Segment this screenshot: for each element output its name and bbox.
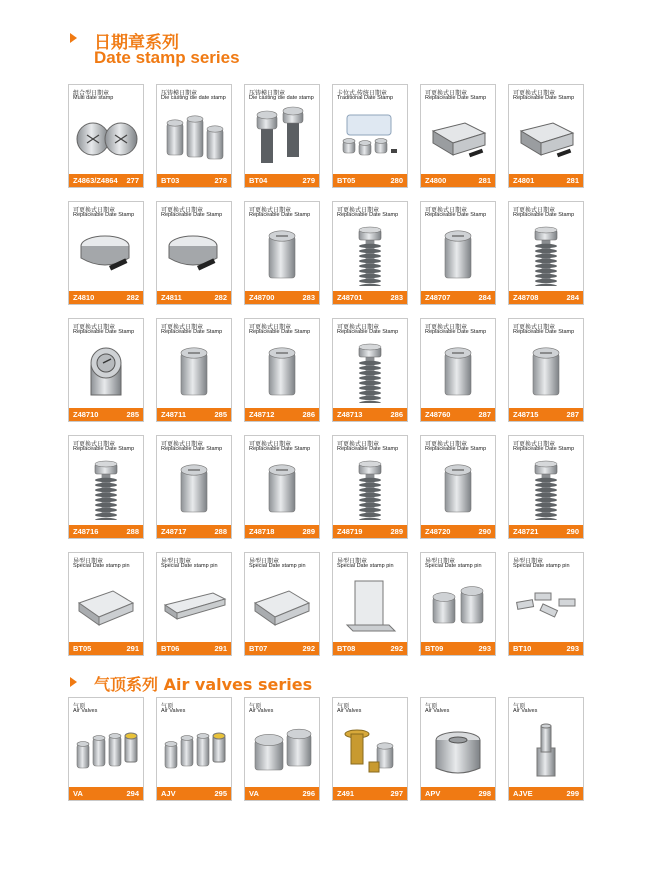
cylinder-icon [425, 222, 491, 286]
product-name-en: Replaceable Date Stamp [513, 212, 575, 218]
product-code: Z491 [337, 789, 355, 798]
product-code: Z48719 [337, 527, 363, 536]
product-name-en: Special Date stamp pin [161, 563, 218, 569]
product-name-zh: 可更换式日期章 [513, 441, 556, 448]
air-valves-title: 气顶系列 Air valves series [94, 675, 313, 694]
page-number: 293 [478, 644, 491, 653]
product-name-zh: 可更换式日期章 [337, 207, 380, 214]
product-code: Z48716 [73, 527, 99, 536]
product-name-en: Replaceable Date Stamp [425, 446, 487, 452]
product-code: Z48760 [425, 410, 451, 419]
page-number: 285 [214, 410, 227, 419]
brass-valve-icon [337, 718, 403, 782]
page-number: 290 [566, 527, 579, 536]
product-code-bar [421, 174, 495, 187]
product-name-en: Special Date stamp pin [249, 563, 306, 569]
product-card[interactable] [332, 201, 408, 305]
product-name-zh: 异型日期章 [73, 558, 104, 565]
pin-pair-icon [249, 105, 315, 169]
product-name-zh: 压铸模日期章 [161, 90, 198, 97]
spring-pin-icon [73, 456, 139, 520]
product-code: Z48700 [249, 293, 275, 302]
product-name-en: Replaceable Date Stamp [425, 95, 487, 101]
product-name-zh: 可更换式日期章 [249, 207, 292, 214]
product-code-bar [69, 642, 143, 655]
product-name-en: Replaceable Date Stamp [249, 329, 311, 335]
product-name-en: Special Date stamp pin [513, 563, 570, 569]
product-name-en: Multi date stamp [73, 95, 114, 101]
page-number: 288 [214, 527, 227, 536]
product-card[interactable] [420, 435, 496, 539]
product-name-en: Replaceable Date Stamp [425, 329, 487, 335]
product-code: Z4801 [513, 176, 535, 185]
page-number: 299 [566, 789, 579, 798]
product-name-en: Air Valves [249, 708, 274, 714]
product-code-bar [509, 174, 583, 187]
page-number: 282 [126, 293, 139, 302]
product-name-en: Replaceable Date Stamp [161, 446, 223, 452]
boxed-set-icon [337, 105, 403, 169]
product-card[interactable] [420, 318, 496, 422]
product-name-en: Special Date stamp pin [425, 563, 482, 569]
product-name-en: Replaceable Date Stamp [73, 212, 135, 218]
product-card[interactable] [68, 318, 144, 422]
bar-icon [161, 573, 227, 637]
product-code-bar [333, 408, 407, 421]
product-card[interactable] [156, 84, 232, 188]
product-code: BT08 [337, 644, 356, 653]
product-name-zh: 可更换式日期章 [73, 207, 116, 214]
product-name-en: Traditional Date Stamp [337, 95, 394, 101]
product-code-bar [333, 291, 407, 304]
product-code: Z48708 [513, 293, 539, 302]
product-code-bar [245, 408, 319, 421]
product-card[interactable] [508, 201, 584, 305]
product-code: AJV [161, 789, 176, 798]
product-code-bar [245, 525, 319, 538]
product-name-zh: 可更换式日期章 [161, 324, 204, 331]
product-code: Z48715 [513, 410, 539, 419]
page-number: 288 [126, 527, 139, 536]
page-number: 289 [390, 527, 403, 536]
valve-group-icon [161, 718, 227, 782]
product-card[interactable] [332, 697, 408, 801]
product-code-bar [421, 408, 495, 421]
product-code: APV [425, 789, 441, 798]
product-name-en: Replaceable Date Stamp [425, 212, 487, 218]
cylinder-icon [425, 339, 491, 403]
product-code: Z4811 [161, 293, 182, 302]
product-code-bar [333, 174, 407, 187]
product-code: Z48707 [425, 293, 451, 302]
product-name-zh: 可更换式日期章 [425, 324, 468, 331]
product-name-en: Replaceable Date Stamp [513, 95, 575, 101]
product-code-bar [333, 642, 407, 655]
product-card[interactable] [244, 318, 320, 422]
product-card[interactable] [332, 84, 408, 188]
product-name-en: Air Valves [161, 708, 186, 714]
valve-group-icon [73, 718, 139, 782]
cylinder-icon [513, 339, 579, 403]
product-code: VA [249, 789, 259, 798]
product-name-zh: 异型日期章 [249, 558, 280, 565]
pin-pair-short-icon [425, 573, 491, 637]
product-name-zh: 可更换式日期章 [73, 441, 116, 448]
page-number: 281 [566, 176, 579, 185]
page-number: 279 [302, 176, 315, 185]
page-number: 284 [566, 293, 579, 302]
product-code-bar [157, 408, 231, 421]
product-name-zh: 气顶 [73, 703, 86, 710]
product-code-bar [509, 642, 583, 655]
product-code-bar [245, 642, 319, 655]
page-number: 290 [478, 527, 491, 536]
product-name-zh: 可更换式日期章 [425, 207, 468, 214]
product-code-bar [421, 291, 495, 304]
product-code: Z48713 [337, 410, 363, 419]
product-name-en: Replaceable Date Stamp [249, 212, 311, 218]
page-number: 277 [126, 176, 139, 185]
page-number: 295 [214, 789, 227, 798]
page-number: 286 [390, 410, 403, 419]
page-number: 287 [478, 410, 491, 419]
spring-pin-icon [513, 222, 579, 286]
product-name-zh: 可更换式日期章 [249, 324, 292, 331]
product-name-zh: 可更换式日期章 [73, 324, 116, 331]
product-card[interactable] [332, 435, 408, 539]
product-code: AJVE [513, 789, 533, 798]
product-name-en: Replaceable Date Stamp [337, 212, 399, 218]
page-number: 292 [302, 644, 315, 653]
product-name-zh: 异型日期章 [337, 558, 368, 565]
product-code: BT07 [249, 644, 268, 653]
cylinder-icon [249, 222, 315, 286]
product-name-en: Replaceable Date Stamp [73, 329, 135, 335]
product-code-bar [69, 408, 143, 421]
product-code-bar [509, 525, 583, 538]
holder-block-icon [513, 105, 579, 169]
product-code: VA [73, 789, 83, 798]
product-code: Z4800 [425, 176, 447, 185]
product-name-en: Replaceable Date Stamp [337, 446, 399, 452]
product-name-zh: 组合型日期章 [73, 90, 110, 97]
product-name-zh: 可更换式日期章 [337, 441, 380, 448]
product-code: BT10 [513, 644, 532, 653]
holder-block-icon [425, 105, 491, 169]
product-code-bar [421, 642, 495, 655]
product-card[interactable] [156, 435, 232, 539]
cylinder-trio-icon [161, 105, 227, 169]
date-series-title-zh: 日期章系列 [94, 33, 179, 53]
product-code: BT05 [73, 644, 92, 653]
product-card[interactable] [244, 84, 320, 188]
block-icon [73, 573, 139, 637]
product-code-bar [157, 174, 231, 187]
product-name-en: Special Date stamp pin [337, 563, 394, 569]
page-number: 292 [390, 644, 403, 653]
product-name-zh: 气顶 [161, 703, 174, 710]
product-code: Z48720 [425, 527, 451, 536]
product-code-bar [509, 408, 583, 421]
product-name-en: Replaceable Date Stamp [337, 329, 399, 335]
plate-icon [337, 573, 403, 637]
product-card[interactable] [156, 201, 232, 305]
triangle-arrow-icon [70, 33, 77, 43]
product-name-zh: 异型日期章 [161, 558, 192, 565]
page-number: 293 [566, 644, 579, 653]
product-name-zh: 可更换式日期章 [337, 324, 380, 331]
product-name-zh: 气顶 [425, 703, 438, 710]
product-code: Z48712 [249, 410, 275, 419]
product-card[interactable] [332, 552, 408, 656]
small-bars-icon [513, 573, 579, 637]
product-name-zh: 气顶 [513, 703, 526, 710]
product-code: Z48721 [513, 527, 539, 536]
large-valve-icon [425, 718, 491, 782]
product-card[interactable] [420, 552, 496, 656]
page-number: 294 [126, 789, 139, 798]
round-holder-icon [73, 222, 139, 286]
product-name-zh: 气顶 [337, 703, 350, 710]
product-card[interactable] [156, 318, 232, 422]
product-name-en: Replaceable Date Stamp [249, 446, 311, 452]
product-card[interactable] [420, 697, 496, 801]
product-card[interactable] [156, 552, 232, 656]
product-name-zh: 可更换式日期章 [513, 207, 556, 214]
product-name-en: Die casting die date stamp [249, 95, 314, 101]
page-number: 283 [390, 293, 403, 302]
product-name-zh: 压铸模日期章 [249, 90, 286, 97]
product-name-en: Air Valves [337, 708, 362, 714]
product-code: BT09 [425, 644, 444, 653]
product-card[interactable] [508, 552, 584, 656]
page-number: 280 [390, 176, 403, 185]
product-name-zh: 气顶 [249, 703, 262, 710]
product-code-bar [333, 787, 407, 800]
product-code-bar [69, 787, 143, 800]
product-code-bar [69, 525, 143, 538]
date-series-title-en: Date stamp series [94, 48, 240, 67]
page-number: 297 [390, 789, 403, 798]
product-code-bar [509, 787, 583, 800]
product-code: BT05 [337, 176, 356, 185]
product-name-zh: 可更换式日期章 [161, 207, 204, 214]
product-card[interactable] [68, 435, 144, 539]
product-code-bar [157, 525, 231, 538]
page-number: 281 [478, 176, 491, 185]
dual-dial-icon [73, 105, 139, 169]
product-card[interactable] [508, 84, 584, 188]
product-code: Z48701 [337, 293, 363, 302]
product-name-en: Air Valves [73, 708, 98, 714]
product-code-bar [421, 787, 495, 800]
product-name-en: Special Date stamp pin [73, 563, 130, 569]
product-code-bar [157, 291, 231, 304]
triangle-arrow-icon [70, 677, 77, 687]
product-name-zh: 可更换式日期章 [425, 90, 468, 97]
product-name-en: Replaceable Date Stamp [161, 329, 223, 335]
product-card[interactable] [332, 318, 408, 422]
product-code: Z4810 [73, 293, 95, 302]
product-card[interactable] [420, 84, 496, 188]
product-name-zh: 可更换式日期章 [513, 324, 556, 331]
product-name-en: Replaceable Date Stamp [513, 446, 575, 452]
page-number: 298 [478, 789, 491, 798]
product-card[interactable] [508, 318, 584, 422]
page-number: 282 [214, 293, 227, 302]
product-name-zh: 异型日期章 [425, 558, 456, 565]
dial-face-icon [73, 339, 139, 403]
spring-pin-icon [337, 339, 403, 403]
page-number: 284 [478, 293, 491, 302]
valve-pair-icon [249, 718, 315, 782]
product-code: Z48718 [249, 527, 275, 536]
cylinder-icon [161, 339, 227, 403]
page-number: 286 [302, 410, 315, 419]
product-code-bar [157, 787, 231, 800]
product-card[interactable] [508, 697, 584, 801]
page-number: 296 [302, 789, 315, 798]
page-number: 289 [302, 527, 315, 536]
product-card[interactable] [68, 697, 144, 801]
tall-valve-icon [513, 718, 579, 782]
product-card[interactable] [68, 84, 144, 188]
page-number: 285 [126, 410, 139, 419]
cylinder-icon [249, 456, 315, 520]
cylinder-icon [425, 456, 491, 520]
product-card[interactable] [244, 201, 320, 305]
product-code-bar [69, 291, 143, 304]
page-number: 278 [214, 176, 227, 185]
product-name-en: Die casting die date stamp [161, 95, 226, 101]
product-code: Z48717 [161, 527, 187, 536]
cylinder-icon [249, 339, 315, 403]
product-card[interactable] [244, 435, 320, 539]
product-code-bar [333, 525, 407, 538]
block-icon [249, 573, 315, 637]
round-holder-icon [161, 222, 227, 286]
product-name-zh: 可更换式日期章 [425, 441, 468, 448]
product-name-en: Air Valves [513, 708, 538, 714]
product-name-zh: 可更换式日期章 [513, 90, 556, 97]
product-code-bar [245, 174, 319, 187]
product-code-bar [69, 174, 143, 187]
product-card[interactable] [244, 552, 320, 656]
product-code-bar [245, 787, 319, 800]
product-name-en: Replaceable Date Stamp [161, 212, 223, 218]
product-code: Z4863/Z4864 [73, 176, 118, 185]
product-card[interactable] [156, 697, 232, 801]
spring-pin-icon [337, 456, 403, 520]
page-number: 291 [214, 644, 227, 653]
cylinder-icon [161, 456, 227, 520]
product-card[interactable] [420, 201, 496, 305]
page-number: 287 [566, 410, 579, 419]
product-code-bar [157, 642, 231, 655]
product-name-en: Air Valves [425, 708, 450, 714]
product-name-zh: 卡位式,传统日期章 [337, 90, 387, 97]
spring-pin-icon [513, 456, 579, 520]
product-name-en: Replaceable Date Stamp [513, 329, 575, 335]
product-code: BT04 [249, 176, 268, 185]
page-number: 291 [126, 644, 139, 653]
product-card[interactable] [508, 435, 584, 539]
product-card[interactable] [68, 552, 144, 656]
product-card[interactable] [68, 201, 144, 305]
product-card[interactable] [244, 697, 320, 801]
product-code: Z48711 [161, 410, 187, 419]
product-code-bar [421, 525, 495, 538]
product-name-zh: 可更换式日期章 [161, 441, 204, 448]
product-code-bar [509, 291, 583, 304]
product-code: BT06 [161, 644, 180, 653]
product-name-zh: 异型日期章 [513, 558, 544, 565]
product-code-bar [245, 291, 319, 304]
product-code: Z48710 [73, 410, 99, 419]
product-code: BT03 [161, 176, 180, 185]
page-number: 283 [302, 293, 315, 302]
product-name-en: Replaceable Date Stamp [73, 446, 135, 452]
product-name-zh: 可更换式日期章 [249, 441, 292, 448]
spring-pin-icon [337, 222, 403, 286]
